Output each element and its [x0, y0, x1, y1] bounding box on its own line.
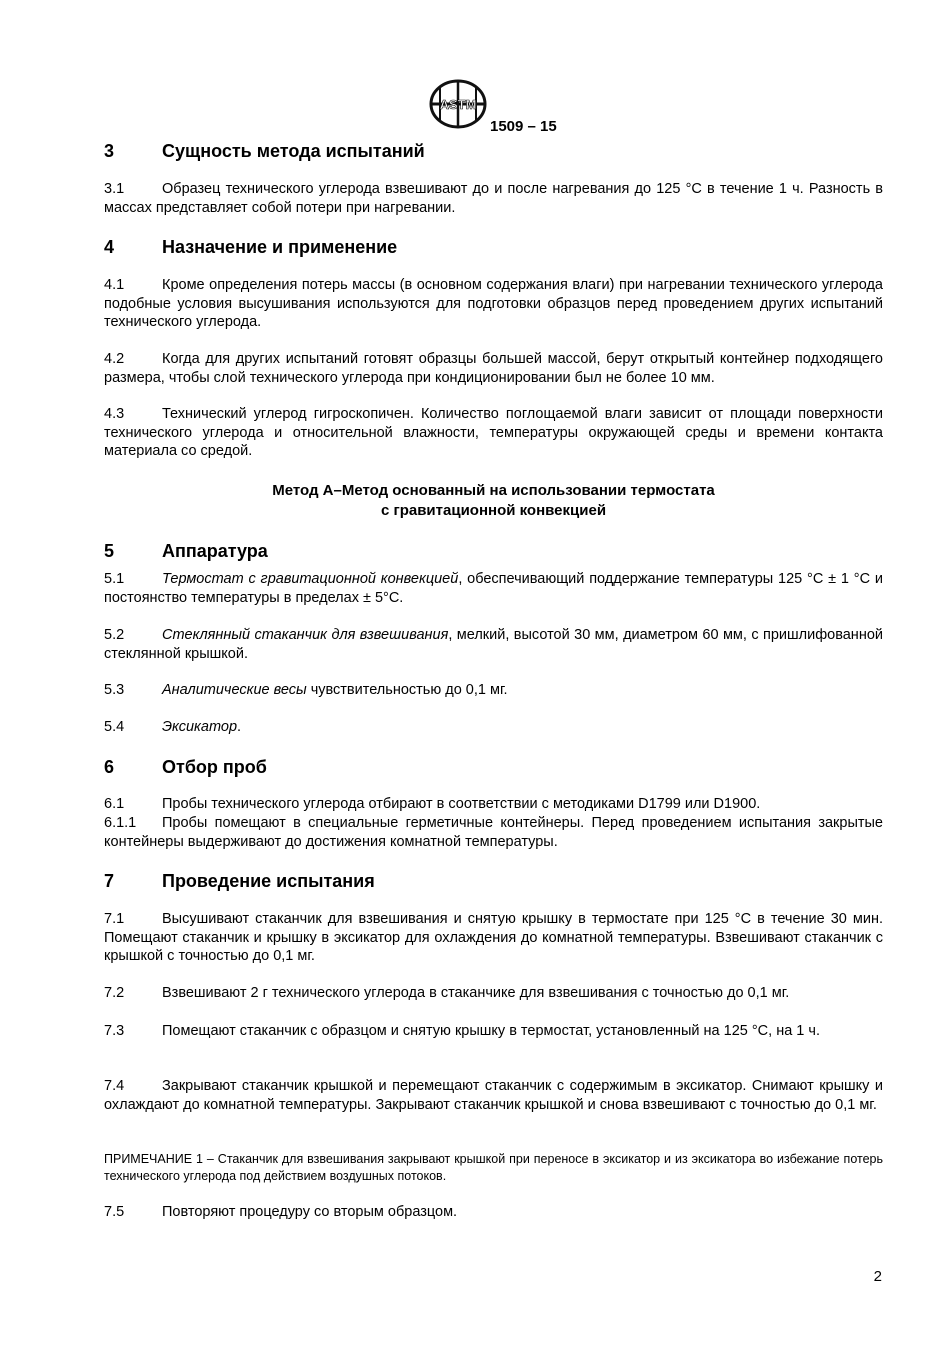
paragraph-5-2: [104, 626, 883, 663]
document-number: 1509 – 15: [490, 118, 557, 135]
paragraph-term: Аналитические весы: [162, 682, 307, 698]
paragraph-text: .: [237, 719, 242, 735]
paragraph-3-1: [104, 180, 883, 217]
page-number: 2: [873, 1268, 882, 1285]
paragraph-number: 4.2: [104, 351, 125, 367]
paragraph-number: 5.1: [104, 571, 125, 587]
paragraph-text: Кроме определения потерь массы (в основном содержания влаги) при нагревании технического углерода подобные условия высушивания используются для подготовки образцов перед проведением других испытаний технического углерода.: [104, 277, 883, 330]
paragraph-term: Эксикатор: [162, 719, 238, 735]
paragraph-text: , мелкий, высотой 30 мм, диаметром 60 мм, с пришлифованной стеклянной крышкой.: [104, 627, 883, 662]
paragraph-number: 5.3: [104, 682, 125, 698]
section-title: Аппаратура: [162, 541, 268, 561]
paragraph-text: Взвешивают 2 г технического углерода в стаканчике для взвешивания с точностью до 0,1 мг.: [162, 985, 790, 1001]
logo-text: ASTM: [439, 97, 477, 112]
paragraph-7-5: [104, 1203, 883, 1222]
method-heading-line-2: с гравитационной конвекцией: [380, 501, 607, 519]
paragraph-5-3: [104, 681, 883, 700]
paragraph-7-3: [104, 1022, 883, 1041]
paragraph-text: Высушивают стаканчик для взвешивания и снятую крышку в термостате при 125 °C в течение 30 мин. Помещают стаканчик и крышку в эксикатор для охлаждения до комнатной температуры. Взвешивают стаканчик с крышкой с точностью до 0,1 мг.: [104, 911, 883, 964]
paragraph-number: 5.2: [104, 627, 125, 643]
paragraph-text: Пробы помещают в специальные герметичные контейнеры. Перед проведением испытания закрытые контейнеры выдерживают до достижения комнатной температуры.: [104, 815, 883, 850]
section-number: 3: [104, 141, 115, 161]
paragraph-number: 7.2: [104, 985, 125, 1001]
paragraph-term: Термостат с гравитационной конвекцией: [162, 571, 459, 587]
paragraph-4-1: [104, 276, 883, 332]
paragraph-text: Образец технического углерода взвешивают до и после нагревания до 125 °C в течение 1 ч. Разность в массах представляет собой потери при нагревании.: [104, 181, 883, 216]
paragraph-text: Повторяют процедуру со вторым образцом.: [162, 1204, 458, 1220]
section-number: 5: [104, 541, 115, 561]
section-6-heading: [104, 756, 883, 778]
method-heading-line-1: Метод А–Метод основанный на использовании термостата: [272, 482, 715, 499]
section-title: Назначение и применение: [162, 237, 398, 257]
section-5-heading: [104, 540, 883, 562]
paragraph-6-1: [104, 795, 883, 814]
section-7-heading: [104, 870, 883, 892]
paragraph-number: 7.5: [104, 1204, 125, 1220]
paragraph-7-4: [104, 1077, 883, 1114]
paragraph-number: 5.4: [104, 719, 125, 735]
paragraph-term: Стеклянный стаканчик для взвешивания: [162, 627, 449, 643]
paragraph-number: 3.1: [104, 181, 125, 197]
paragraph-text: Пробы технического углерода отбирают в соответствии с методиками D1799 или D1900.: [162, 796, 761, 812]
paragraph-7-1: [104, 910, 883, 966]
section-3-heading: [104, 140, 883, 162]
paragraph-number: 4.1: [104, 277, 125, 293]
page-header: [420, 78, 620, 140]
method-a-heading: [104, 481, 883, 520]
paragraph-text: чувствительностью до 0,1 мг.: [306, 682, 508, 698]
section-number: 6: [104, 757, 115, 777]
paragraph-number: 6.1.1: [104, 815, 137, 831]
paragraph-6-1-1: [104, 814, 883, 851]
note-1: ПРИМЕЧАНИЕ 1 – Стаканчик для взвешивания закрывают крышкой при переносе в эксикатор и из эксикатора во избежание потерь технического углерода под действием воздушных потоков.: [104, 1152, 883, 1183]
paragraph-text: Помещают стаканчик с образцом и снятую крышку в термостат, установленный на 125 °C, на 1 ч.: [162, 1023, 820, 1039]
paragraph-text: Технический углерод гигроскопичен. Количество поглощаемой влаги зависит от площади поверхности технического углерода и относительной влажности, температуры окружающей среды и времени контакта материала со средой.: [104, 406, 883, 459]
astm-logo-icon: [428, 78, 488, 130]
paragraph-4-3: [104, 405, 883, 461]
paragraph-4-2: [104, 350, 883, 387]
paragraph-text: Закрывают стаканчик крышкой и перемещают стаканчик с содержимым в эксикатор. Снимают крышку и охлаждают до комнатной температуры. Закрывают стаканчик крышкой и снова взвешивают с точностью до 0,1 мг.: [104, 1078, 883, 1113]
paragraph-text: Когда для других испытаний готовят образцы большей массой, берут открытый контейнер подходящего размера, чтобы слой технического углерода при кондиционировании был не более 10 мм.: [104, 351, 883, 386]
paragraph-number: 6.1: [104, 796, 125, 812]
paragraph-5-1: [104, 570, 883, 607]
section-title: Отбор проб: [162, 757, 267, 777]
paragraph-number: 7.3: [104, 1023, 125, 1039]
section-title: Сущность метода испытаний: [162, 141, 425, 161]
paragraph-text: , обеспечивающий поддержание температуры 125 °C ± 1 °C и постоянство температуры в пределах ± 5°C.: [104, 571, 883, 606]
paragraph-number: 4.3: [104, 406, 125, 422]
paragraph-5-4: [104, 718, 883, 737]
section-4-heading: [104, 236, 883, 258]
section-number: 4: [104, 237, 115, 257]
paragraph-number: 7.4: [104, 1078, 125, 1094]
paragraph-number: 7.1: [104, 911, 125, 927]
section-number: 7: [104, 871, 115, 891]
section-title: Проведение испытания: [162, 871, 375, 891]
paragraph-7-2: [104, 984, 883, 1003]
